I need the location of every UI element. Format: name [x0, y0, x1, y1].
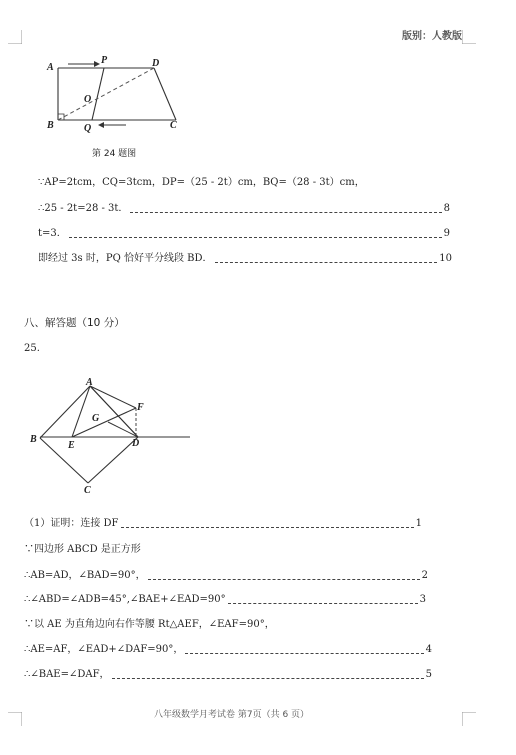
q25-score-5: 5 [425, 669, 432, 680]
q25-line-4: ∴∠ABD=∠ADB=45°,∠BAE+∠EAD=90° [24, 594, 226, 605]
dotted-leader [215, 256, 438, 263]
edition-label: 版别：人教版 [402, 31, 462, 42]
q25-line-5: ∵以 AE 为直角边向右作等腰 Rt△AEF，∠EAF=90°， [24, 619, 275, 630]
q25-score-2: 2 [421, 570, 428, 581]
dotted-leader [121, 521, 414, 528]
q25-line-1-row [24, 519, 422, 529]
fig24-label-p: P [101, 56, 108, 66]
q24-line-1: ∵AP=2tcm，CQ=3tcm，DP=（25 - 2t）cm，BQ=（28 - 3t）cm， [38, 177, 365, 188]
dotted-leader [148, 573, 420, 580]
crop-mark-bottom-left [8, 712, 22, 726]
fig25-label-g: G [92, 413, 100, 424]
q24-score-9: 9 [443, 228, 450, 239]
crop-mark-top-right [462, 30, 476, 44]
fig24-label-d: D [152, 58, 160, 69]
fig25-label-d: D [132, 438, 140, 449]
q24-line-3-row [38, 229, 450, 239]
q25-line-7: ∴∠BAE=∠DAF， [24, 669, 110, 680]
q25-score-4: 4 [425, 644, 432, 655]
crop-mark-bottom-right [462, 712, 476, 726]
fig24-label-o: O [84, 94, 92, 105]
dotted-leader [112, 672, 424, 679]
dotted-leader [69, 231, 442, 238]
fig24-label-q: Q [84, 123, 92, 134]
dotted-leader [228, 597, 418, 604]
q24-line-3: t=3． [38, 228, 67, 239]
q25-line-6-row [24, 645, 432, 655]
fig25-label-f: F [137, 402, 144, 413]
dotted-leader [185, 647, 423, 654]
question-25-number: 25. [24, 343, 40, 354]
figure-24-caption: 第 24 题图 [92, 149, 137, 159]
fig25-label-c: C [84, 485, 91, 496]
q25-line-3: ∴AB=AD，∠BAD=90°， [24, 570, 146, 581]
dotted-leader [130, 206, 441, 213]
figure-24 [44, 56, 194, 134]
q24-score-10: 10 [439, 253, 452, 264]
section-8-title: 八、解答题（10 分） [24, 317, 125, 329]
fig24-label-a: A [47, 62, 54, 73]
q24-line-2: ∴25 - 2t=28 - 3t． [38, 203, 129, 214]
figure-25 [30, 376, 200, 498]
q25-line-4-row [24, 595, 426, 605]
q25-line-1: （1）证明：连接 DF [24, 518, 119, 529]
q25-line-2: ∵四边形 ABCD 是正方形 [24, 544, 141, 555]
page-footer: 八年级数学月考试卷 第7页（共 6 页） [154, 710, 310, 720]
fig25-label-e: E [68, 440, 75, 451]
q25-line-7-row [24, 670, 432, 680]
fig24-label-c: C [170, 120, 177, 131]
fig25-label-a: A [86, 377, 93, 388]
crop-mark-top-left [8, 30, 22, 44]
q25-line-3-row [24, 571, 428, 581]
fig24-label-b: B [47, 120, 54, 131]
q24-line-2-row [38, 204, 450, 214]
q24-score-8: 8 [443, 203, 450, 214]
q25-score-3: 3 [419, 594, 426, 605]
q25-score-1: 1 [415, 518, 422, 529]
q24-line-4-row [38, 254, 452, 264]
fig25-label-b: B [30, 434, 37, 445]
q25-line-6: ∴AE=AF，∠EAD+∠DAF=90°， [24, 644, 184, 655]
q24-line-4: 即经过 3s 时，PQ 恰好平分线段 BD． [38, 253, 213, 264]
